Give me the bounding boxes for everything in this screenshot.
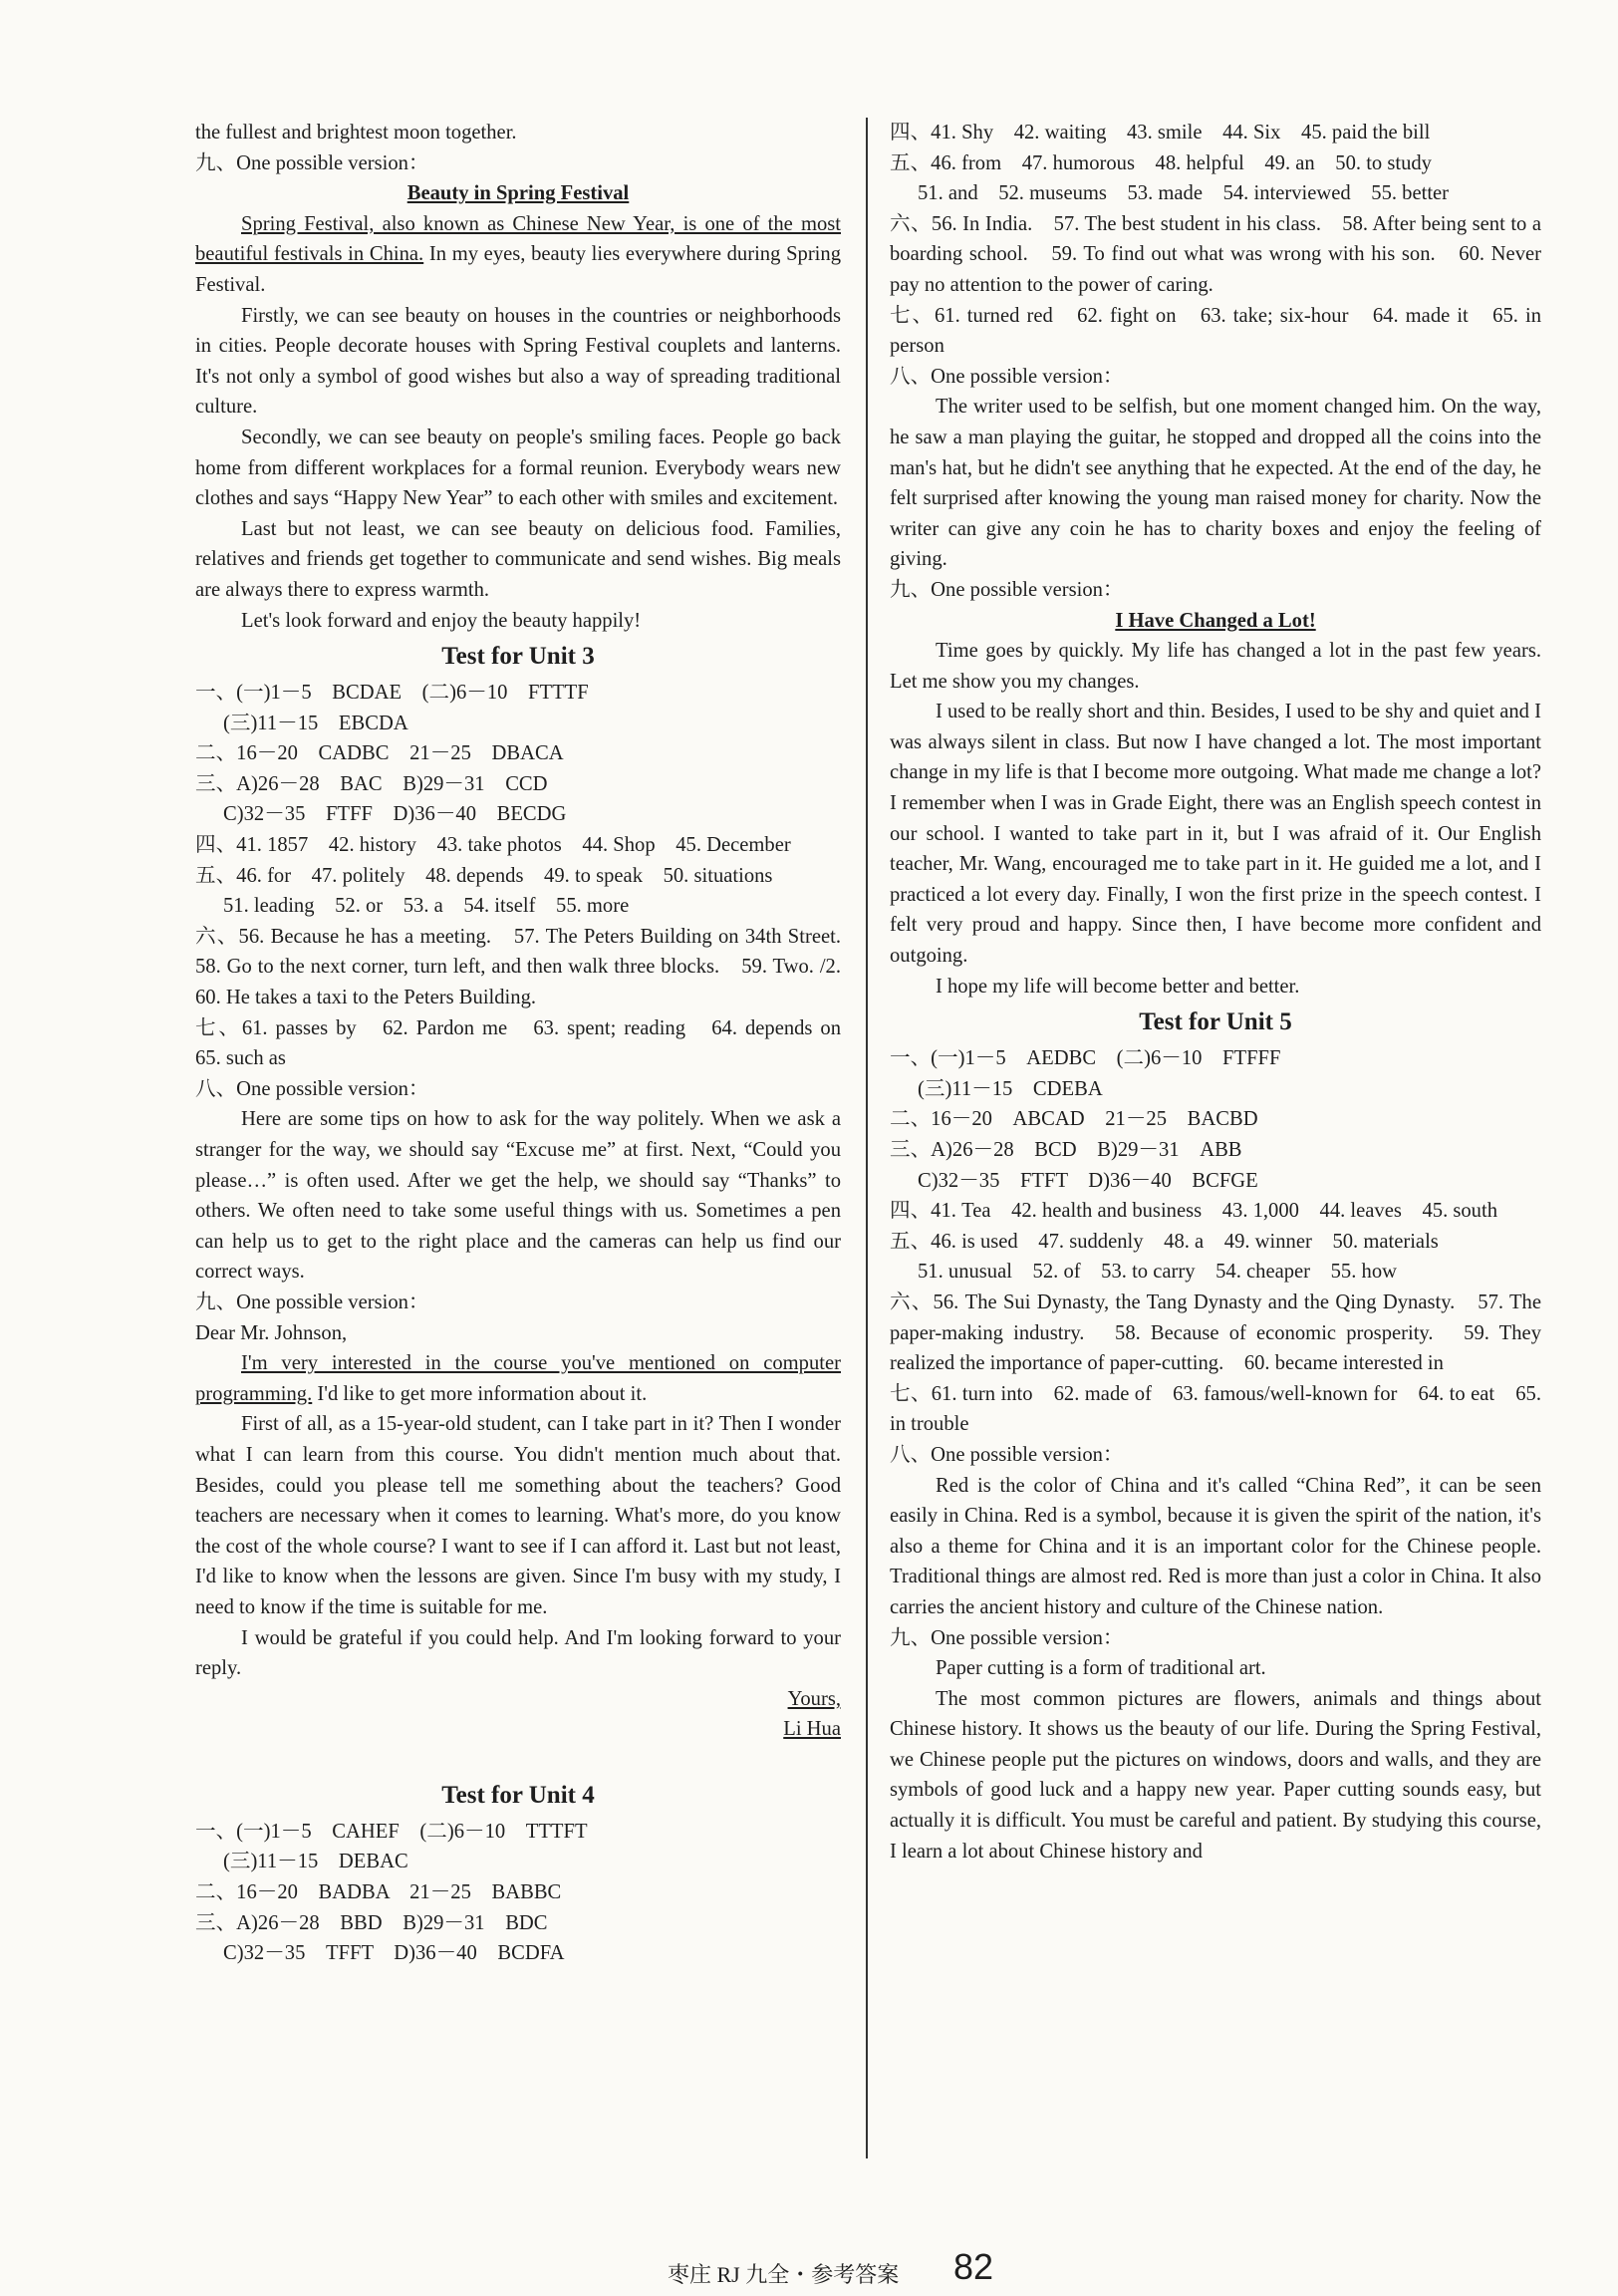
- unit-5-title: Test for Unit 5: [1139, 1008, 1292, 1036]
- answer-line: (三)11－15 EBCDA: [223, 712, 408, 734]
- section-9-label: 九、One possible version：: [195, 1291, 429, 1313]
- answer-line: 一、(一)1－5 AEDBC (二)6－10 FTFFF: [890, 1047, 1281, 1070]
- underlined-topic-sentence: Spring Festival, also known as Chinese New Year, is one of the most beautiful festivals in China.: [195, 212, 841, 266]
- answer-line: 二、16－20 CADBC 21－25 DBACA: [195, 742, 564, 765]
- section-9-label: 九、One possible version：: [890, 578, 1124, 601]
- letter-paragraph: I would be grateful if you could help. And I'm looking forward to your reply.: [195, 1626, 841, 1680]
- sentence: In my eyes, beauty lies everywhere during Spring Festival.: [195, 243, 841, 296]
- answer-line: 二、16－20 ABCAD 21－25 BACBD: [890, 1108, 1258, 1131]
- section-8-label: 八、One possible version：: [890, 365, 1124, 388]
- answer-line: 一、(一)1－5 CAHEF (二)6－10 TTTFT: [195, 1820, 588, 1843]
- answer-line: 四、41. Shy 42. waiting 43. smile 44. Six 45. paid the bill: [890, 122, 1431, 144]
- answer-line: 51. and 52. museums 53. made 54. interviewed 55. better: [918, 182, 1450, 205]
- answer-line: 五、46. is used 47. suddenly 48. a 49. winner 50. materials: [890, 1230, 1439, 1253]
- closing-text: Yours,: [787, 1687, 841, 1710]
- answer-line: 51. leading 52. or 53. a 54. itself 55. more: [223, 895, 630, 918]
- left-column: [195, 118, 862, 1969]
- letter-paragraph: First of all, as a 15-year-old student, can I take part in it? Then I wonder what I can learn from this course. You didn't mention much about that. Besides, could you please tell me something about the teachers? Good teachers are necessary when it comes to learning. What's more, do you know the cost of the whole course? I want to see if I can afford it. Last but not least, I'd like to know when the lessons are given. Since I'm busy with my study, I need to know if the time is suitable for me.: [195, 1413, 841, 1618]
- underlined-topic-sentence: I'm very interested in the course you've mentioned on computer programming.: [195, 1352, 841, 1405]
- answer-line: 七、61. passes by 62. Pardon me 63. spent; reading 64. depends on 65. such as: [195, 1016, 862, 1070]
- essay-title: Beauty in Spring Festival: [406, 182, 630, 205]
- answer-line: (三)11－15 DEBAC: [223, 1851, 408, 1873]
- letter-closing: [195, 1684, 841, 1715]
- right-column: [890, 118, 1541, 1866]
- answer-line: 三、A)26－28 BCD B)29－31 ABB: [890, 1139, 1242, 1161]
- essay-paragraph: Paper cutting is a form of traditional art.: [936, 1657, 1266, 1680]
- section-8-label: 八、One possible version：: [890, 1443, 1124, 1466]
- prev-section-tail: the fullest and brightest moon together.: [195, 122, 517, 144]
- letter-paragraph: [195, 1348, 841, 1409]
- answer-line: 三、A)26－28 BBD B)29－31 BDC: [195, 1911, 548, 1934]
- essay-paragraph: The writer used to be selfish, but one moment changed him. On the way, he saw a man playing the guitar, he stopped and dropped all the coins into the man's hat, but he didn't see anything that he expected. At the end of the day, he felt surprised after knowing the young man raised money for charity. Now the writer can give any coin he has to charity boxes and enjoy the feeling of giving.: [890, 396, 1541, 571]
- answer-line: 51. unusual 52. of 53. to carry 54. cheaper 55. how: [918, 1261, 1397, 1284]
- answer-line: 六、56. The Sui Dynasty, the Tang Dynasty and the Qing Dynasty. 57. The paper-making industry. 58. Because of economic prosperity. 59. They realized the importance of paper-cutting. 60. became interested in: [890, 1291, 1541, 1375]
- essay-paragraph: I used to be really short and thin. Besides, I used to be shy and quiet and I was always silent in class. But now I have changed a lot. The most important change in my life is that I become more outgoing. What made me change a lot? I remember when I was in Grade Eight, there was an English speech contest in our school. I wanted to take part in it, but I was afraid of it. Our English teacher, Mr. Wang, encouraged me to take part in it. He guided me a lot, and I practiced a lot every day. Finally, I won the first prize in the speech contest. I felt very proud and happy. Since then, I have become more confident and outgoing.: [890, 701, 1541, 968]
- answer-line: C)32－35 FTFF D)36－40 BECDG: [223, 803, 567, 826]
- unit-4-title: Test for Unit 4: [441, 1781, 595, 1809]
- answer-line: C)32－35 FTFT D)36－40 BCFGE: [918, 1169, 1258, 1192]
- sentence: I'd like to get more information about it.: [312, 1382, 648, 1405]
- essay-paragraph: Secondly, we can see beauty on people's smiling faces. People go back home from different workplaces for a formal reunion. Everybody wears new clothes and says “Happy New Year” to each other with smiles and excitement.: [195, 426, 841, 510]
- letter-greeting: Dear Mr. Johnson,: [195, 1321, 348, 1344]
- letter-signature: [195, 1714, 841, 1745]
- answer-line: 六、56. In India. 57. The best student in his class. 58. After being sent to a boarding school. 59. To find out what was wrong with his son. 60. Never pay no attention to the power of caring.: [890, 212, 1541, 296]
- answer-line: 六、56. Because he has a meeting. 57. The Peters Building on 34th Street. 58. Go to the next corner, turn left, and then walk three blocks. 59. Two. /2. 60. He takes a taxi to the Peters Building.: [195, 925, 862, 1009]
- answer-line: 五、46. for 47. politely 48. depends 49. to speak 50. situations: [195, 864, 773, 887]
- essay-paragraph: Here are some tips on how to ask for the way politely. When we ask a stranger for the way, we should say “Excuse me” at first. Next, “Could you please…” is often used. After we get the help, we should say “Thanks” to others. We often need to take some useful things with us. Sometimes a pen can help us to get to the right place and the cameras can help us find our correct ways.: [195, 1108, 841, 1284]
- essay-paragraph: The most common pictures are flowers, animals and things about Chinese history. It shows us the beauty of our life. During the Spring Festival, we Chinese people put the pictures on windows, doors and walls, and they are symbols of good luck and a happy new year. Paper cutting sounds easy, but actually it is difficult. You must be careful and patient. By studying this course, I learn a lot about Chinese history and: [890, 1687, 1541, 1863]
- answer-line: 四、41. 1857 42. history 43. take photos 44. Shop 45. December: [195, 834, 791, 857]
- answer-line: 二、16－20 BADBA 21－25 BABBC: [195, 1881, 562, 1904]
- section-9-label: 九、One possible version：: [890, 1626, 1124, 1649]
- answer-line: 五、46. from 47. humorous 48. helpful 49. an 50. to study: [890, 151, 1432, 174]
- signature-name: Li Hua: [783, 1718, 841, 1741]
- essay-title: I Have Changed a Lot!: [1115, 609, 1316, 632]
- answer-line: C)32－35 TFFT D)36－40 BCDFA: [223, 1942, 565, 1965]
- essay-paragraph: Red is the color of China and it's called “China Red”, it can be seen easily in China. Red is a symbol, because it is given the spirit of the nation, it's also a theme for China and it is an important color for the Chinese people. Traditional things are almost red. Red is more than just a color in China. It also carries the ancient history and culture of the Chinese nation.: [890, 1474, 1541, 1618]
- column-divider: [866, 118, 868, 2158]
- page-number: 82: [953, 2246, 994, 2287]
- essay-paragraph: I hope my life will become better and better.: [936, 975, 1300, 998]
- book-label: 枣庄 RJ 九全・参考答案: [668, 2262, 900, 2287]
- answer-line: 三、A)26－28 BAC B)29－31 CCD: [195, 772, 548, 795]
- answer-line: 四、41. Tea 42. health and business 43. 1,000 44. leaves 45. south: [890, 1200, 1497, 1223]
- answer-line: 七、61. turn into 62. made of 63. famous/well-known for 64. to eat 65. in trouble: [890, 1382, 1541, 1436]
- essay-paragraph: Firstly, we can see beauty on houses in the countries or neighborhoods in cities. People decorate houses with Spring Festival couplets and lanterns. It's not only a symbol of good wishes but also a way of spreading traditional culture.: [195, 304, 841, 419]
- essay-paragraph: [195, 209, 841, 301]
- section-8-label: 八、One possible version：: [195, 1077, 429, 1100]
- unit-3-title: Test for Unit 3: [441, 643, 595, 671]
- page-footer: [628, 2246, 1006, 2290]
- essay-paragraph: Time goes by quickly. My life has changed a lot in the past few years. Let me show you my changes.: [890, 640, 1541, 693]
- essay-paragraph: Let's look forward and enjoy the beauty happily!: [241, 609, 642, 632]
- answer-line: 一、(一)1－5 BCDAE (二)6－10 FTTTF: [195, 682, 589, 705]
- section-9-label: 九、One possible version：: [195, 151, 429, 174]
- answer-line: (三)11－15 CDEBA: [918, 1077, 1103, 1100]
- answer-line: 七、61. turned red 62. fight on 63. take; six-hour 64. made it 65. in person: [890, 304, 1541, 358]
- essay-paragraph: Last but not least, we can see beauty on delicious food. Families, relatives and friends get together to communicate and send wishes. Big meals are always there to express warmth.: [195, 517, 841, 601]
